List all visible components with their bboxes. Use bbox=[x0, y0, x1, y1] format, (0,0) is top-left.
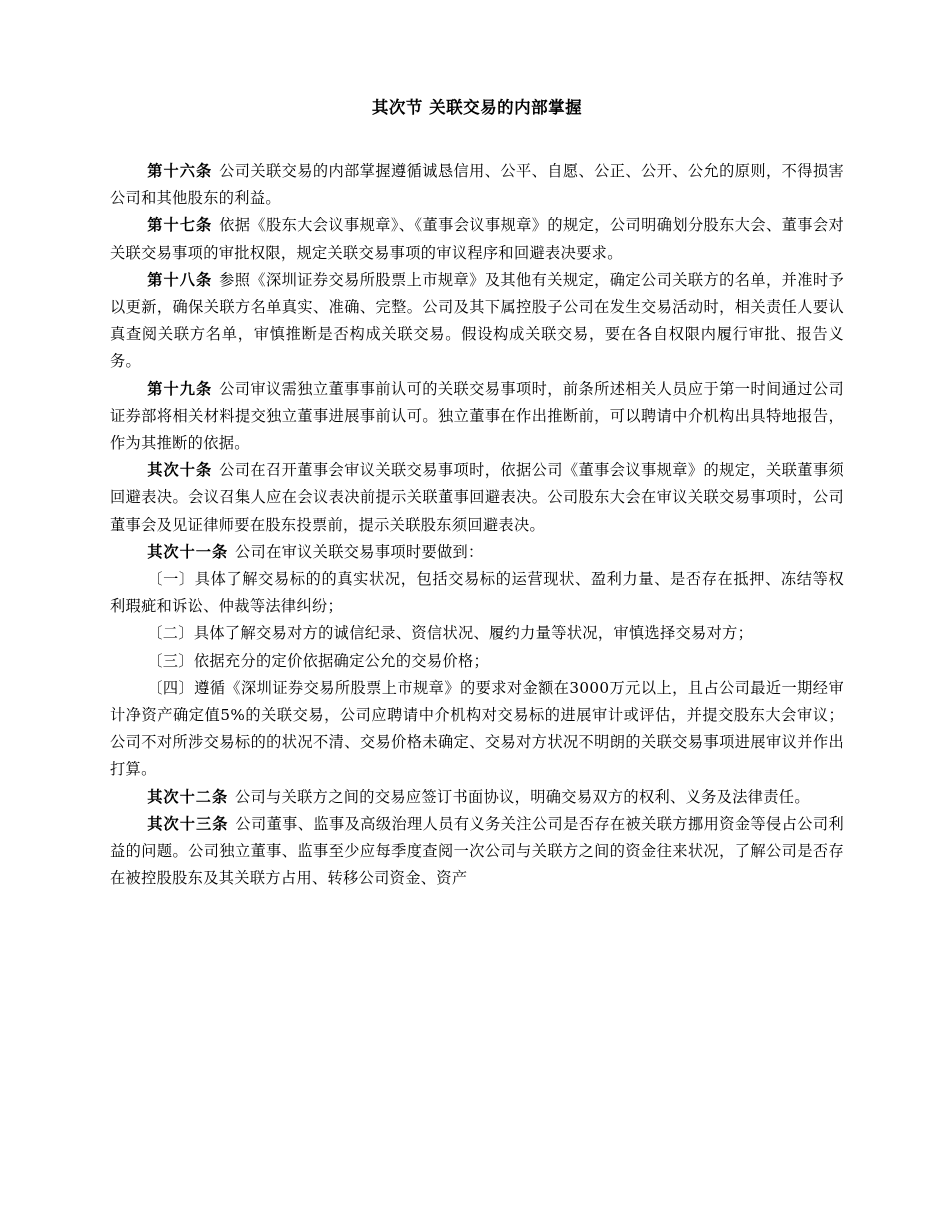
article-23 bbox=[110, 811, 844, 893]
article-label: 其次十一条 bbox=[147, 542, 229, 561]
list-item: 〔二〕具体了解交易对方的诚信纪录、资信状况、履约力量等状况，审慎选择交易对方； bbox=[147, 624, 754, 643]
article-label: 其次十条 bbox=[147, 461, 213, 480]
article-22 bbox=[110, 784, 844, 811]
section-title: 其次节 关联交易的内部掌握 bbox=[371, 98, 583, 117]
article-text: 公司关联交易的内部掌握遵循诚恳信用、公平、自愿、公正、公开、公允的原则，不得损害公司和其他股东的利益。 bbox=[110, 162, 845, 208]
article-text: 公司审议需独立董事事前认可的关联交易事项时，前条所述相关人员应于第一时间通过公司证券部将相关材料提交独立董事进展事前认可。独立董事在作出推断前，可以聘请中介机构出具特地报告，作为其推断的依据。 bbox=[110, 379, 845, 453]
article-text: 公司在召开董事会审议关联交易事项时，依据公司《董事会议事规章》的规定，关联董事须回避表决。会议召集人应在会议表决前提示关联董事回避表决。公司股东大会在审议关联交易事项时，公司董事会及见证律师要在股东投票前，提示关联股东须回避表决。 bbox=[110, 461, 845, 534]
article-16 bbox=[110, 158, 844, 212]
article-label: 其次十三条 bbox=[147, 814, 229, 833]
list-item: 〔四〕遵循《深圳证券交易所股票上市规章》的要求对金额在3000万元以上，且占公司最近一期经审计净资产确定值5%的关联交易，公司应聘请中介机构对交易标的进展审计或评估，并提交股东大会审议；公司不对所涉交易标的的状况不清、交易价格未确定、交易对方状况不明朗的关联交易事项进展审议并作出打算。 bbox=[110, 678, 844, 779]
article-text: 依据《股东大会议事规章》、《董事会议事规章》的规定，公司明确划分股东大会、董事会对关联交易事项的审批权限，规定关联交易事项的审议程序和回避表决要求。 bbox=[110, 216, 845, 262]
article-label: 第十八条 bbox=[147, 270, 213, 289]
article-text: 公司在审议关联交易事项时要做到： bbox=[235, 542, 484, 561]
article-text: 参照《深圳证券交易所股票上市规章》及其他有关规定，确定公司关联方的名单，并准时予以更新，确保关联方名单真实、准确、完整。公司及其下属控股子公司在发生交易活动时，相关责任人要认真查阅关联方名单，审慎推断是否构成关联交易。假设构成关联交易，要在各自权限内履行审批、报告义务。 bbox=[110, 270, 845, 371]
article-21 bbox=[110, 539, 844, 566]
list-item: 〔三〕依据充分的定价依据确定公允的交易价格； bbox=[147, 651, 490, 670]
article-19 bbox=[110, 376, 844, 458]
article-label: 第十九条 bbox=[147, 379, 213, 398]
article-text: 公司与关联方之间的交易应签订书面协议，明确交易双方的权利、义务及法律责任。 bbox=[235, 787, 810, 806]
article-18 bbox=[110, 267, 844, 376]
article-label: 第十七条 bbox=[147, 216, 213, 235]
article-20 bbox=[110, 457, 844, 539]
article-17 bbox=[110, 212, 844, 266]
list-item: 〔一〕具体了解交易标的的真实状况，包括交易标的运营现状、盈利力量、是否存在抵押、冻结等权利瑕疵和诉讼、仲裁等法律纠纷； bbox=[110, 570, 844, 616]
document-page bbox=[110, 96, 844, 892]
article-text: 公司董事、监事及高级治理人员有义务关注公司是否存在被关联方挪用资金等侵占公司利益的问题。公司独立董事、监事至少应每季度查阅一次公司与关联方之间的资金往来状况，了解公司是否存在被控股股东及其关联方占用、转移公司资金、资产 bbox=[110, 814, 845, 888]
article-label: 其次十二条 bbox=[147, 787, 229, 806]
article-label: 第十六条 bbox=[147, 162, 213, 180]
